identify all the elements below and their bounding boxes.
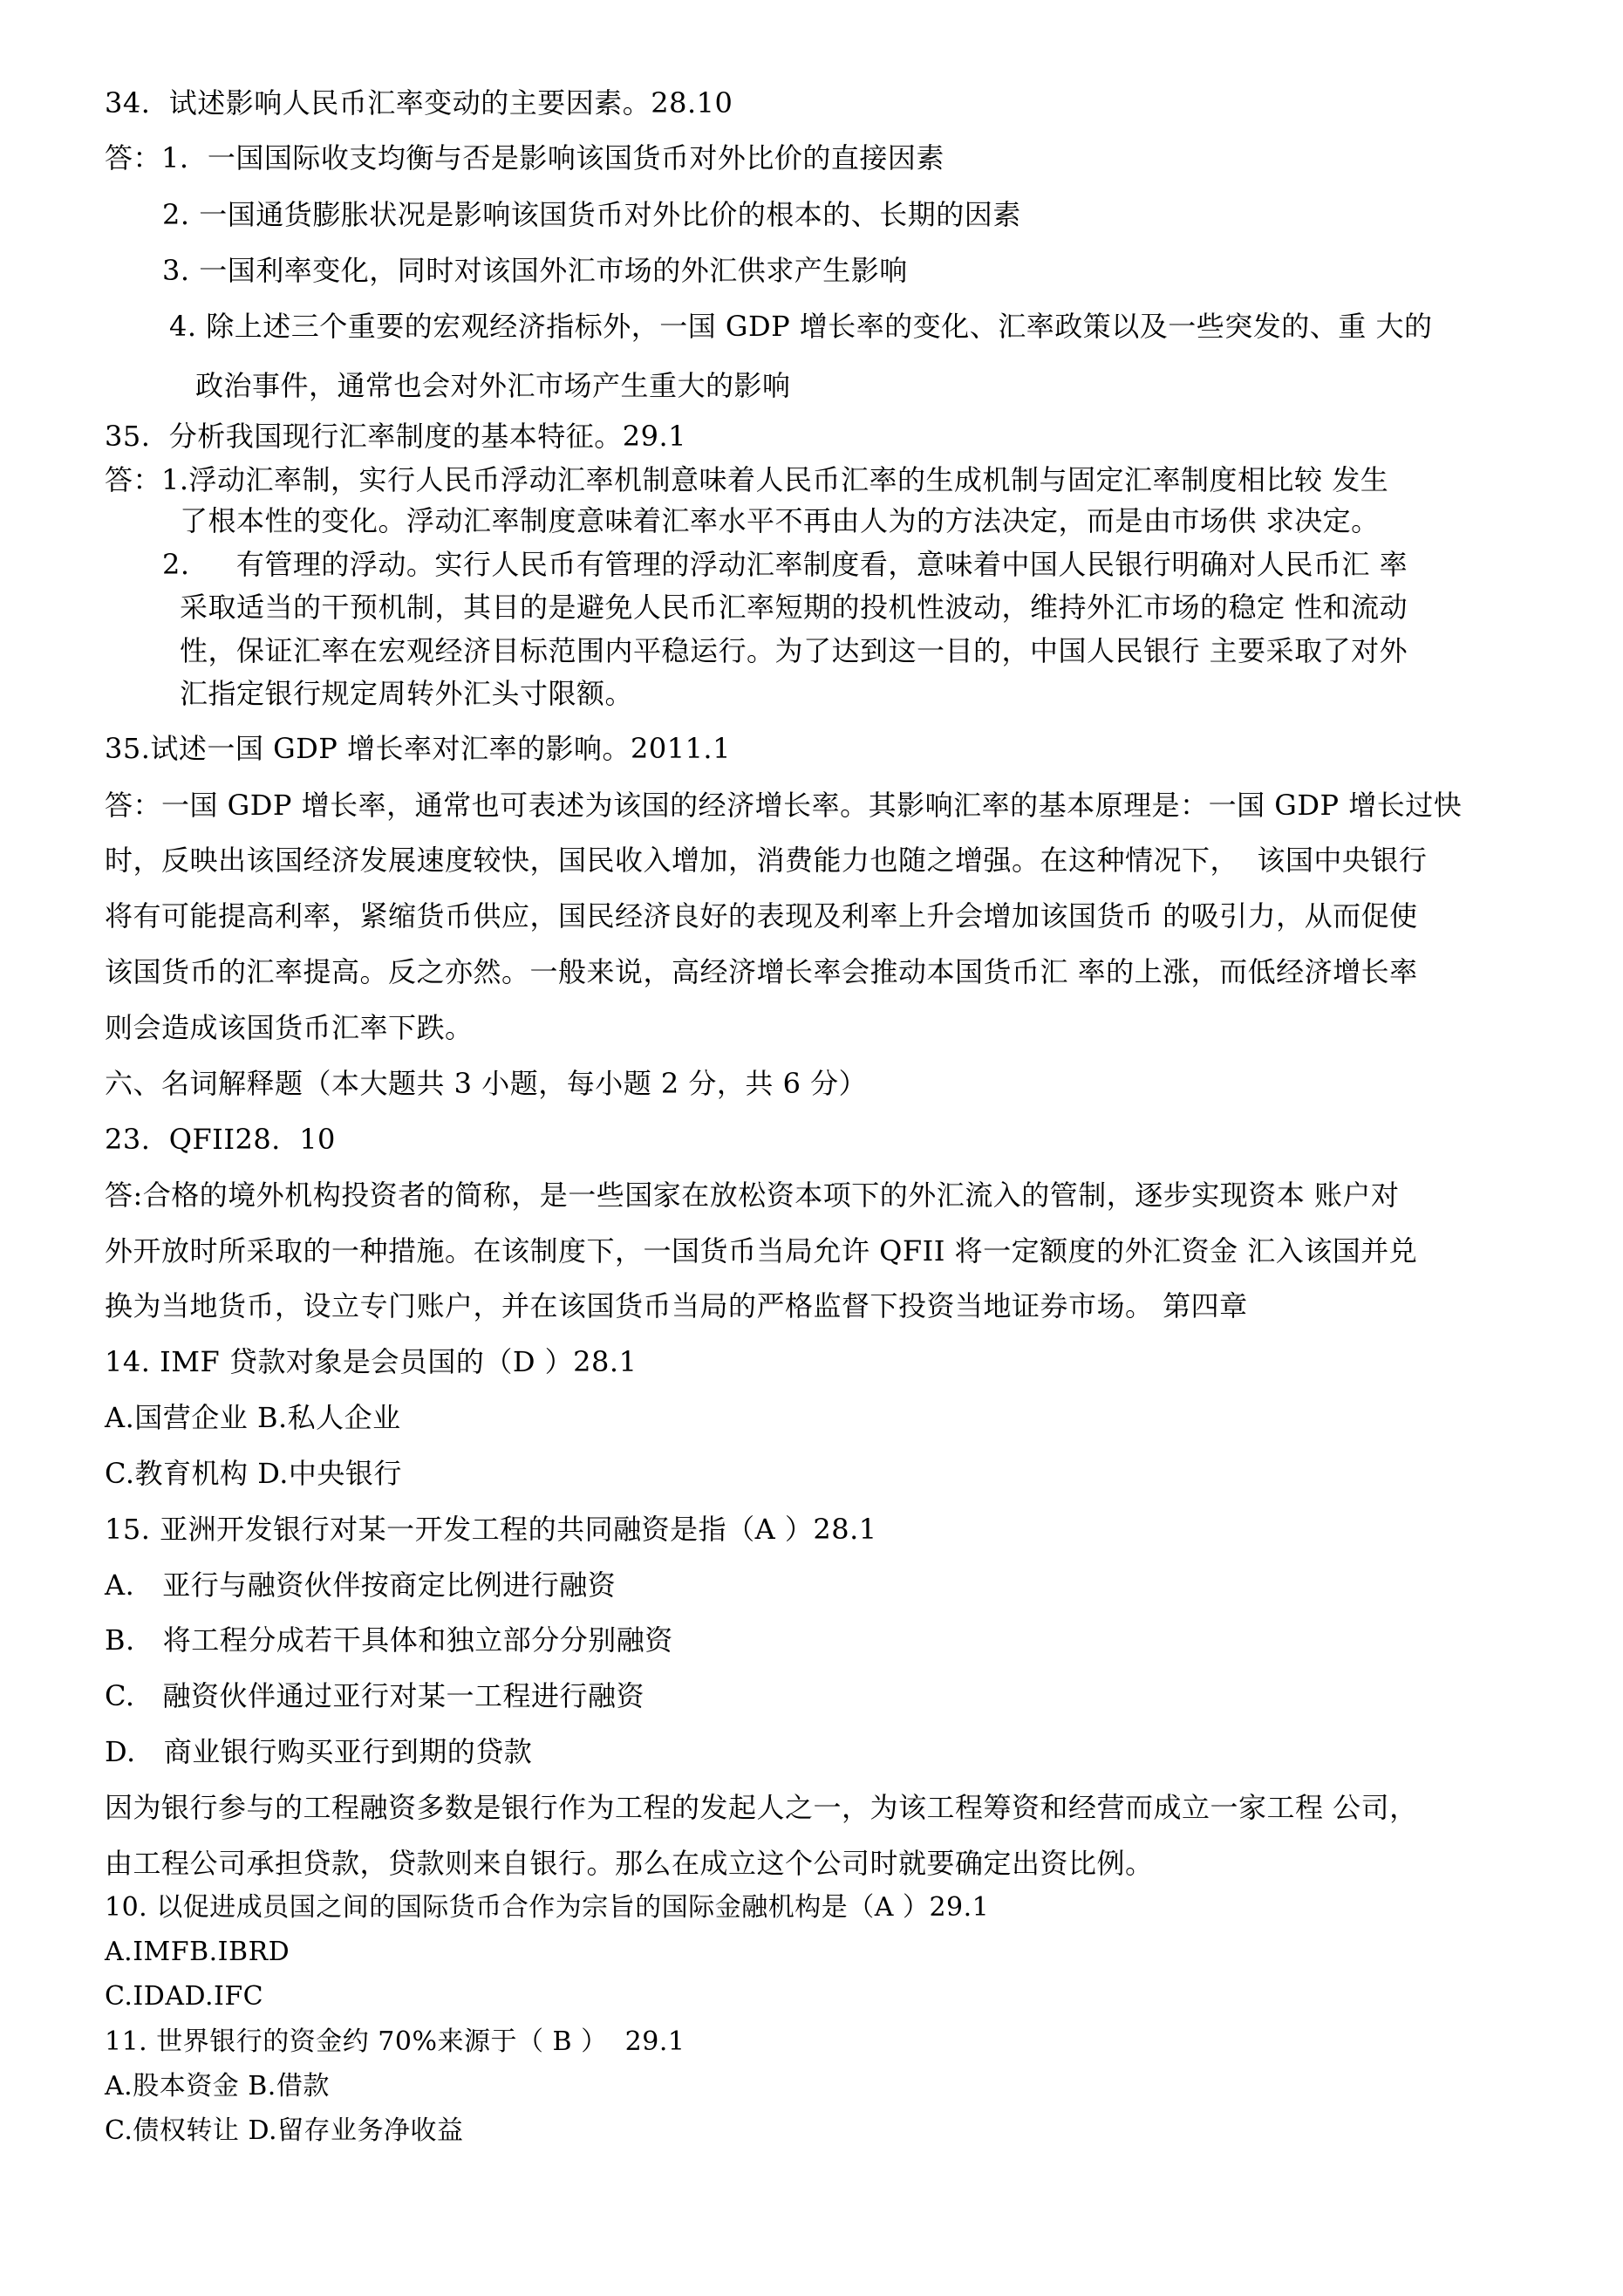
answer-23-line-2: 外开放时所采取的一种措施。在该制度下，一国货币当局允许 QFII 将一定额度的外汇资金 汇入该国并兑 bbox=[105, 1234, 1418, 1268]
answer-35a-line-1: 答：1.浮动汇率制，实行人民币浮动汇率机制意味着人民币汇率的生成机制与固定汇率制度相比较 发生 bbox=[105, 463, 1389, 496]
answer-34-line-3: 3. 一国利率变化，同时对该国外汇市场的外汇供求产生影响 bbox=[162, 254, 908, 287]
question-34: 34. 试述影响人民币汇率变动的主要因素。28.10 bbox=[105, 86, 733, 120]
answer-35b-line-5: 则会造成该国货币汇率下跌。 bbox=[105, 1011, 474, 1044]
option-14-cd: C.教育机构 D.中央银行 bbox=[105, 1457, 402, 1490]
question-35-gdp-growth: 35.试述一国 GDP 增长率对汇率的影响。2011.1 bbox=[105, 732, 731, 765]
answer-35b-line-4: 该国货币的汇率提高。反之亦然。一般来说，高经济增长率会推动本国货币汇 率的上涨，而低经济增长率 bbox=[105, 955, 1418, 988]
answer-35b-line-1: 答：一国 GDP 增长率，通常也可表述为该国的经济增长率。其影响汇率的基本原理是：一国 GDP 增长过快 bbox=[105, 789, 1463, 822]
option-15-c: C. 融资伙伴通过亚行对某一工程进行融资 bbox=[105, 1679, 645, 1712]
question-15: 15. 亚洲开发银行对某一开发工程的共同融资是指（A ）28.1 bbox=[105, 1513, 877, 1546]
answer-34-line-2: 2. 一国通货膨胀状况是影响该国货币对外比价的根本的、长期的因素 bbox=[162, 198, 1021, 231]
answer-35b-line-2: 时，反映出该国经济发展速度较快，国民收入增加，消费能力也随之增强。在这种情况下， 该国中央银行 bbox=[105, 844, 1428, 877]
option-10-cd: C.IDAD.IFC bbox=[105, 1981, 264, 2012]
answer-35a-line-4: 采取适当的干预机制，其目的是避免人民币汇率短期的投机性波动，维持外汇市场的稳定 性和流动 bbox=[180, 591, 1408, 624]
answer-34-line-4: 4. 除上述三个重要的宏观经济指标外，一国 GDP 增长率的变化、汇率政策以及一些突发的、重 大的 bbox=[169, 310, 1433, 343]
question-10: 10. 以促进成员国之间的国际货币合作为宗旨的国际金融机构是（A ）29.1 bbox=[105, 1892, 990, 1923]
option-15-b: B. 将工程分成若干具体和独立部分分别融资 bbox=[105, 1623, 673, 1657]
option-14-ab: A.国营企业 B.私人企业 bbox=[105, 1401, 401, 1434]
section-heading-6: 六、名词解释题（本大题共 3 小题，每小题 2 分，共 6 分） bbox=[105, 1067, 868, 1100]
question-11: 11. 世界银行的资金约 70%来源于（ B ） 29.1 bbox=[105, 2026, 685, 2057]
answer-35a-line-2: 了根本性的变化。浮动汇率制度意味着汇率水平不再由人为的方法决定，而是由市场供 求决定。 bbox=[180, 504, 1380, 537]
explanation-15-line-1: 因为银行参与的工程融资多数是银行作为工程的发起人之一，为该工程筹资和经营而成立一家工程 公司， bbox=[105, 1791, 1418, 1824]
question-23: 23. QFII28. 10 bbox=[105, 1123, 336, 1156]
option-11-cd: C.债权转让 D.留存业务净收益 bbox=[105, 2115, 464, 2146]
question-35-exchange-rate-system: 35. 分析我国现行汇率制度的基本特征。29.1 bbox=[105, 420, 686, 453]
answer-35a-line-5: 性，保证汇率在宏观经济目标范围内平稳运行。为了达到这一目的，中国人民银行 主要采取了对外 bbox=[180, 634, 1408, 667]
explanation-15-line-2: 由工程公司承担贷款，贷款则来自银行。那么在成立这个公司时就要确定出资比例。 bbox=[105, 1847, 1154, 1880]
answer-35a-line-6: 汇指定银行规定周转外汇头寸限额。 bbox=[180, 677, 634, 710]
option-11-ab: A.股本资金 B.借款 bbox=[105, 2071, 330, 2101]
question-14: 14. IMF 贷款对象是会员国的（D ）28.1 bbox=[105, 1345, 638, 1378]
answer-35a-line-3: 2. 有管理的浮动。实行人民币有管理的浮动汇率制度看，意味着中国人民银行明确对人民币汇 率 bbox=[162, 548, 1408, 581]
answer-34-line-5: 政治事件，通常也会对外汇市场产生重大的影响 bbox=[195, 369, 791, 402]
option-15-a: A. 亚行与融资伙伴按商定比例进行融资 bbox=[105, 1568, 617, 1602]
option-10-ab: A.IMFB.IBRD bbox=[105, 1937, 290, 1967]
option-15-d: D. 商业银行购买亚行到期的贷款 bbox=[105, 1735, 533, 1768]
answer-35b-line-3: 将有可能提高利率，紧缩货币供应，国民经济良好的表现及利率上升会增加该国货币 的吸引力，从而促使 bbox=[105, 899, 1418, 933]
answer-34-line-1: 答：1. 一国国际收支均衡与否是影响该国货币对外比价的直接因素 bbox=[105, 141, 944, 174]
answer-23-line-1: 答:合格的境外机构投资者的简称，是一些国家在放松资本项下的外汇流入的管制，逐步实现资本 账户对 bbox=[105, 1179, 1400, 1212]
answer-23-line-3: 换为当地货币，设立专门账户，并在该国货币当局的严格监督下投资当地证券市场。 第四章 bbox=[105, 1289, 1248, 1322]
